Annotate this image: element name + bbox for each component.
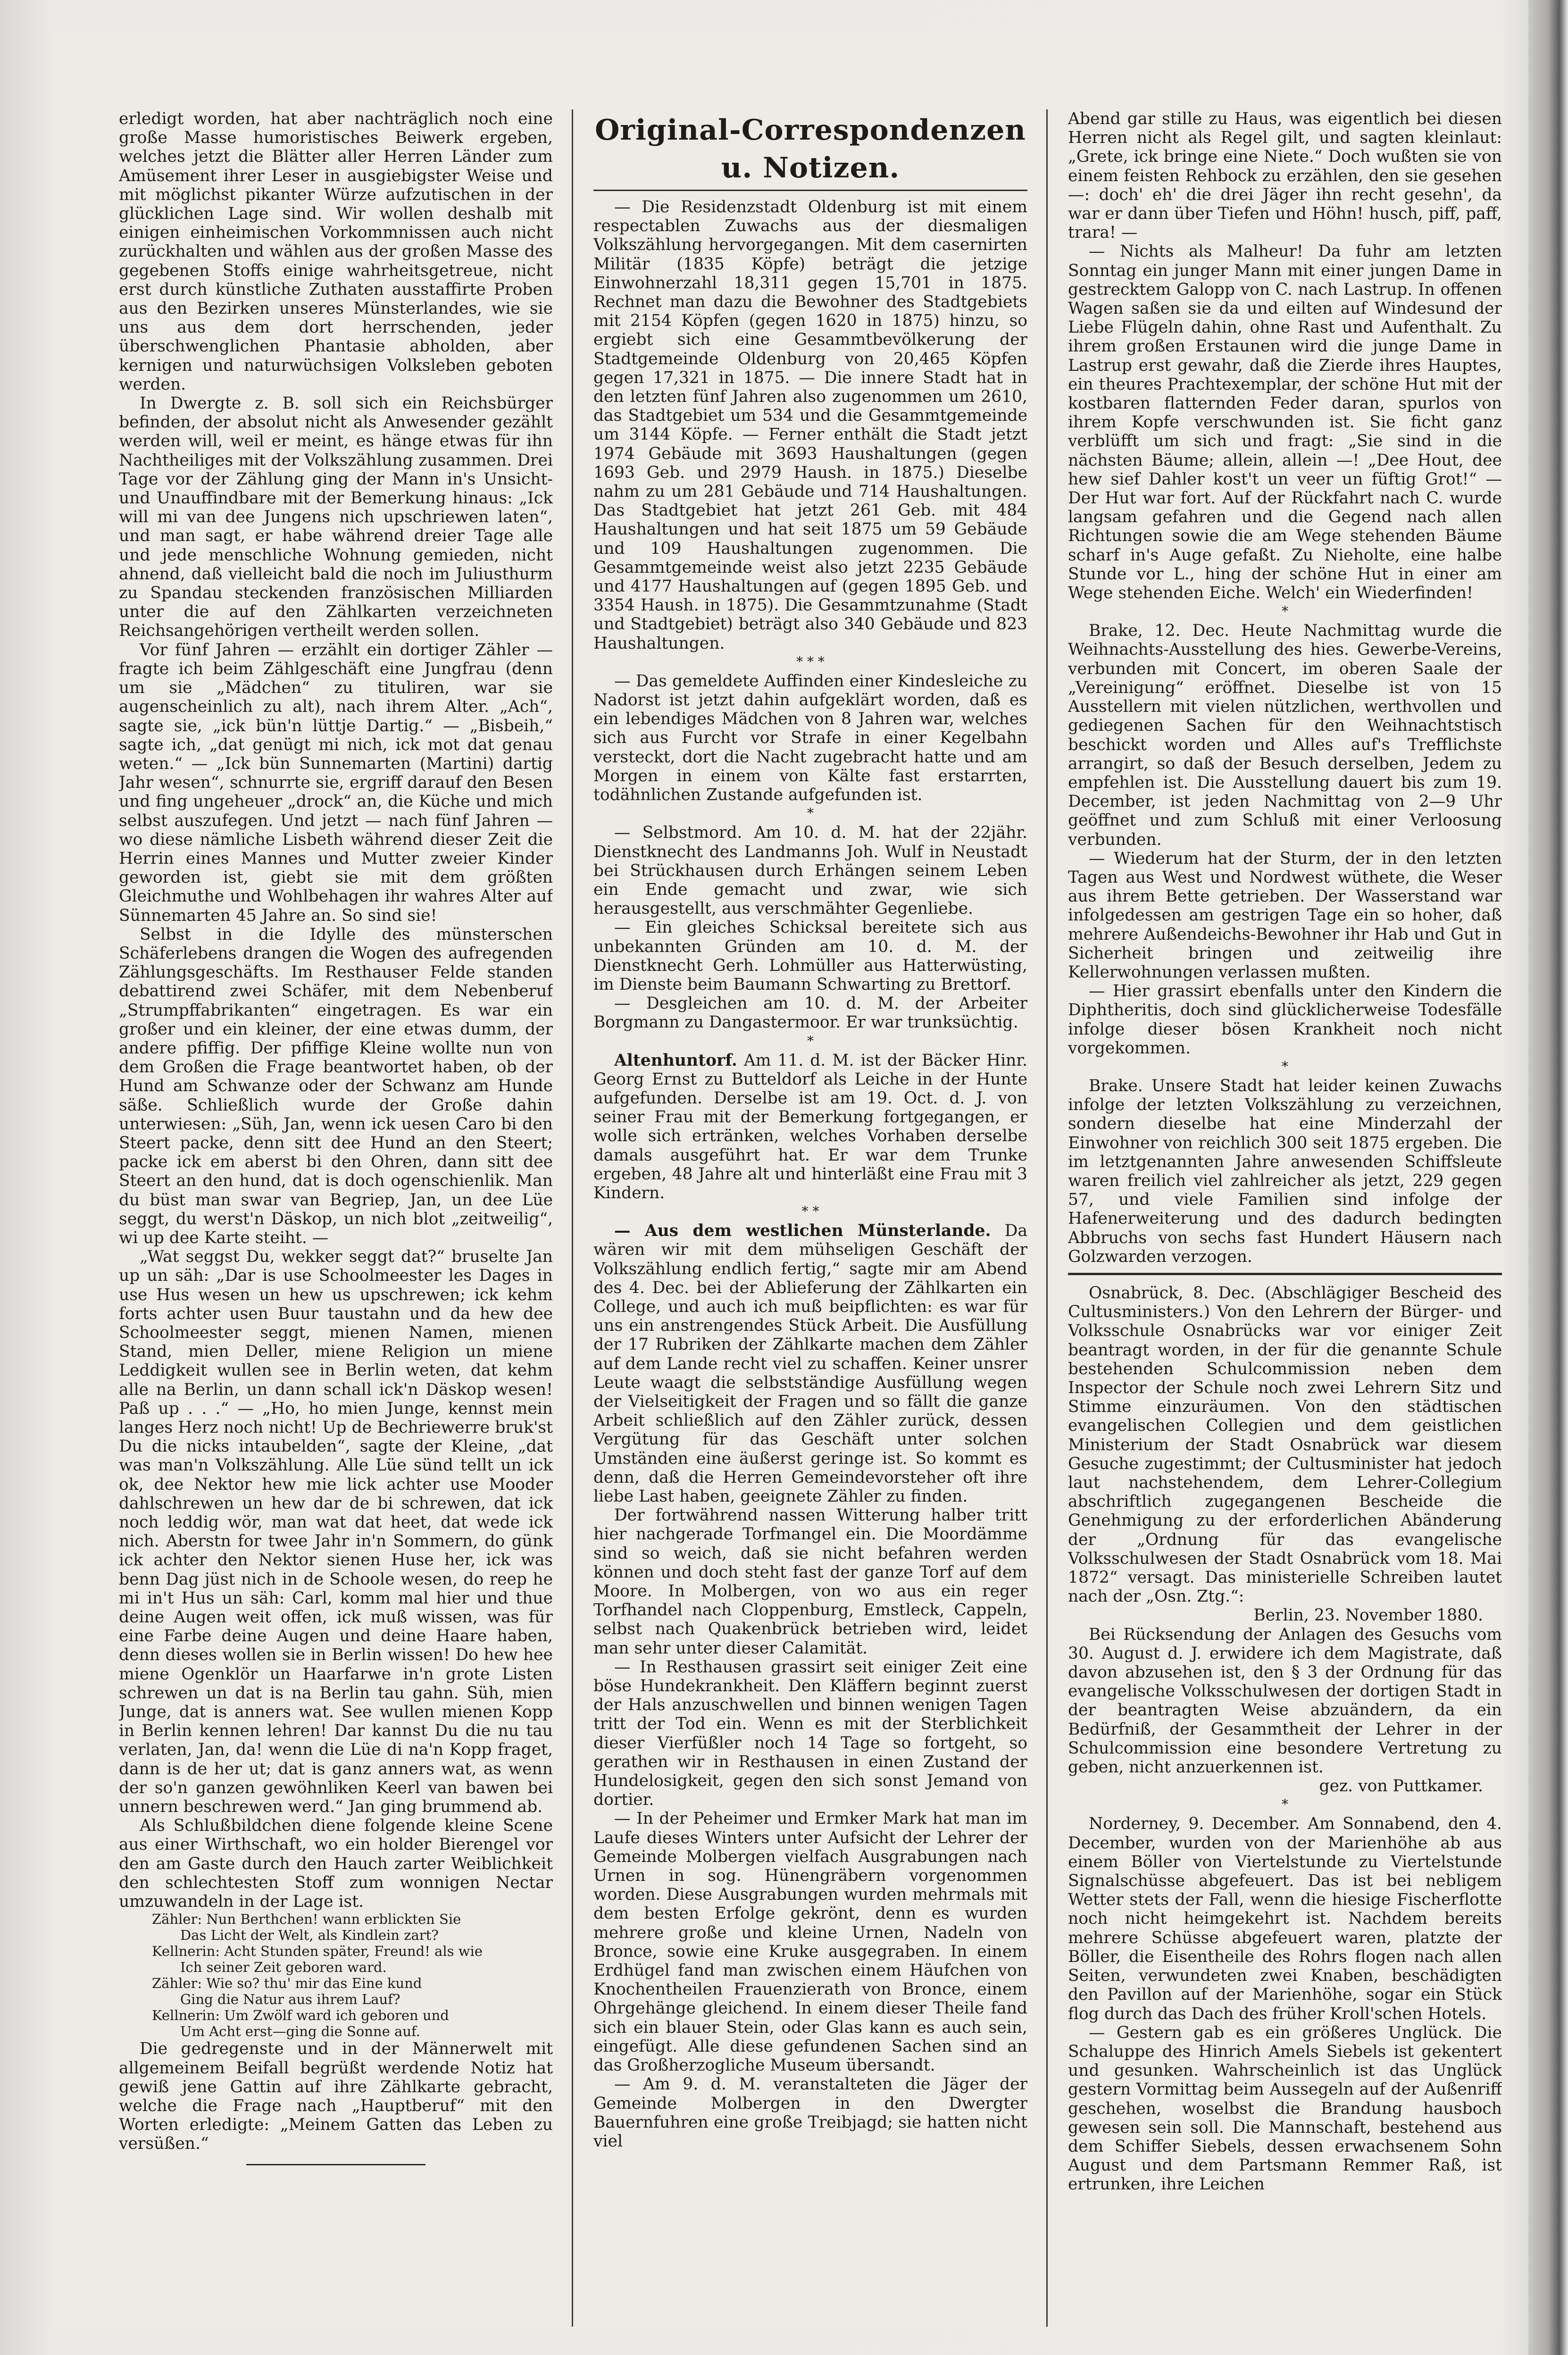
column-1 (119, 109, 553, 2327)
article-malheur: — Nichts als Malheur! Da fuhr am letzten Sonntag ein junger Mann mit einer jungen Dame in gestrecktem Galopp von C. nach Lastrup. In offenen Wagen saßen sie da und eilten auf Windesund der Liebe Flügeln dahin, ohne Rast und Aufenthalt. Zu ihrem großen Erstaunen wird die junge Dame in Lastrup erst gewahr, daß die Zierde ihres Hauptes, ein theures Prachtexemplar, der schöne Hut mit der kostbaren flatternden Feder daran, spurlos von ihrem Kopfe verschwunden ist. Sie ficht ganz verblüfft um sich und fragt: „Sie sind in die nächsten Bäume; allein, allein —! „Dee Hout, dee hew sief Dahler kost't un veer un füftig Grot!“ — Der Hut war fort. Auf der Rückfahrt nach C. wurde langsam gefahren und die Gegend nach allen Richtungen sowie die am Wege stehenden Bäume scharf in's Auge gefaßt. Zu Nieholte, eine halbe Stunde vor L., hing der schöne Hut in einer am Wege stehenden Eiche. Welch' ein Wiederfinden! (1068, 242, 1502, 603)
article-brake-2: Brake. Unsere Stadt hat leider keinen Zuwachs infolge der letzten Volkszählung zu verzeichnen, sondern dieselbe hat eine Minderzahl der Einwohner von reichlich 300 seit 1875 ergeben. Die im letztgenannten Jahre anwesenden Schiffsleute waren freilich viel zahlreicher als jetzt, 229 gegen 57, und viele Familien sind infolge der Hafenerweiterung und des dadurch bedingten Abbruchs von sechs fast Hundert Häusern nach Golzwarden verzogen. (1068, 1076, 1502, 1266)
end-rule (246, 2164, 425, 2165)
dateline: Altenhuntorf. (614, 1051, 737, 1070)
separator-star: * * (801, 1203, 819, 1219)
separator-star: * (807, 805, 814, 821)
article-norderney: Norderney, 9. December. Am Sonnabend, den 4. December, wurden von der Marienhöhe ab aus einem Böller von Viertelstunde zu Viertelstunde Signalschüsse abgefeuert. Das ist bei nebligem Wetter stets der Fall, wenn die hiesige Fischerflotte noch nicht heimgekehrt ist. Nachdem bereits mehrere Schüsse abgefeuert waren, platzte der Böller, die Eisentheile des Rohrs flogen nach allen Seiten, verwundeten zwei Knaben, beschädigten den Pavillon auf der Marienhöhe, sogar ein Stück flog durch das Dach des früher Kroll'schen Hotels. (1068, 1814, 1502, 2023)
paragraph: Die gedregenste und in der Männerwelt mit allgemeinem Beifall begrüßt werdende Notiz hat gewiß jene Gattin auf ihre Zählkarte gebracht, welche die Frage nach „Hauptberuf“ mit den Worten erledigte: „Meinem Gatten das Leben zu versüßen.“ (119, 2039, 553, 2154)
separator-star: * (807, 1033, 814, 1049)
poem-line: Kellnerin: Um Zwölf ward ich geboren und (152, 2007, 449, 2024)
article-borgmann: — Desgleichen am 10. d. M. der Arbeiter Borgmann zu Dangastermoor. Er war trunksüchtig. (593, 994, 1027, 1032)
article-selbstmord: — Selbstmord. Am 10. d. M. hat der 22jähr. Dienstknecht des Landmanns Joh. Wulf in Neustadt bei Strückhausen durch Erhängen seinem Leben ein Ende gemacht und zwar, wie sich herausgestellt, aus verschmähter Gegenliebe. (593, 823, 1027, 919)
article-altenhuntorf (593, 1051, 1027, 1203)
paragraph: „Wat seggst Du, wekker seggt dat?“ bruselte Jan up un säh: „Dar is use Schoolmeester les Dages in use Hus wesen un hew us upschrewen; ick kehm forts achter usen Buur taustahn und da hew dee Schoolmeester seggt, mienen Namen, mienen Stand, mien Deller, miene Religion un miene Leddigkeit wullen see in Berlin weten, dat kehm alle na Berlin, un dann schall ick'n Däskop wesen! Paß up . . .“ — „Ho, ho mien Junge, kennst mein langes Herz noch nicht! Up de Bechriewerre bruk'st Du die nicks intaubelden“, sagte der Kleine, „dat was man'n Volkszählung. Alle Lüe sünd tellt un ick ok, dee Nektor hew mie lick achter use Mooder dahlschrewen un hew dar de bi schrewen, dat ick noch leddig wör, man wat dat heet, dat wede ick nich. Aberstn for twee Jahr in'n Sommern, do günk ick achter den Nektor sienen Huse her, ick was benn Dag jüst nich in de Schoole wesen, do reep he mi in't Hus un säh: Carl, komm mal hier und thue deine Augen weit offen, ick muß wissen, was für eine Farbe deine Augen und deine Haare haben, denn dieses wollen sie in Berlin wissen! Do hew hee miene Ogenklör un Haarfarwe in'n grote Listen schrewen un dat is na Berlin tau gahn. Süh, mien Junge, dat is anners wat. See wullen mienen Kopp in Berlin kennen lehren! Dar kannst Du die nu tau verlaten, Jan, da! wenn die Lüe di na'n Kopp fraget, dann is de her ut; dat is ganz anners wat, as wenn der so'n ganzen gewöhnliken Keerl van bawen bei unnern beschrewen werd.“ Jan ging brummend ab. (119, 1247, 553, 1817)
article-sturm: — Wiederum hat der Sturm, der in den letzten Tagen aus West und Nordwest wüthete, die Weser aus ihrem Bette getrieben. Der Wasserstand war infolgedessen am gestrigen Tage ein so hoher, daß mehrere Außendeichs-Bewohner ihr Hab und Gut in Sicherheit bringen und zeitweilig ihre Kellerwohnungen verlassen mußten. (1068, 849, 1502, 982)
article-muensterland (593, 1221, 1027, 1506)
article-diphtheritis: — Hier grassirt ebenfalls unter den Kindern die Diphtheritis, doch sind glücklicherweise Todesfälle infolge dieser bösen Krankheit noch nicht vorgekommen. (1068, 982, 1502, 1058)
poem-line: Das Licht der Welt, als Kindlein zart? (180, 1927, 439, 1944)
article-schicksal: — Ein gleiches Schicksal bereitete sich aus unbekannten Gründen am 10. d. M. der Dienstknecht Gerh. Lohmüller aus Hatterwüsting, im Dienste beim Baumann Schwarting zu Brettorf. (593, 918, 1027, 994)
article-text: Da wären wir mit dem mühseligen Geschäft der Volkszählung endlich fertig,“ sagte mir am Abend des 4. Dec. bei der Ablieferung der Zählkarten ein College, und auch ich muß beipflichten: es war für uns ein anstrengendes Stück Arbeit. Die Ausfüllung der 17 Rubriken der Zählkarte machen dem Zähler auf dem Lande recht viel zu schaffen. Keiner unsrer Leute waagt die selbstständige Ausfüllung wegen der Vielseitigkeit der Fragen und so fällt die ganze Arbeit schließlich auf den Zähler zurück, dessen Vergütung für das Geschäft unter solchen Umständen eine äußerst geringe ist. So kommt es denn, daß die Herren Gemeindevorsteher oft ihre liebe Last haben, geeignete Zähler zu finden. (593, 1221, 1027, 1506)
article-torf: Der fortwährend nassen Witterung halber tritt hier nachgerade Torfmangel ein. Die Moordämme sind so weich, daß sie nicht befahren werden können und doch steht fast der ganze Torf auf dem Moore. In Molbergen, von wo aus ein reger Torfhandel nach Cloppenburg, Emstleck, Cappeln, selbst nach Quakenbrück betrieben wird, leidet man sehr unter dieser Calamität. (593, 1506, 1027, 1658)
article-kindesleiche: — Das gemeldete Auffinden einer Kindesleiche zu Nadorst ist jetzt dahin aufgeklärt worden, daß es ein lebendiges Mädchen von 8 Jahren war, welches sich aus Furcht vor Strafe in einer Kegelbahn versteckt, dort die Nacht zugebracht hatte und am Morgen in einem von Kälte fast erstarrten, todähnlichen Zustande aufgefunden ist. (593, 671, 1027, 805)
paragraph: Als Schlußbildchen diene folgende kleine Scene aus einer Wirthschaft, wo ein holder Bierengel vor den am Gaste durch den Hauch zarter Weiblichkeit den schlechtesten Stoff zum wonnigen Nectar umzuwandeln in der Lage ist. (119, 1816, 553, 1912)
column-2 (593, 109, 1027, 2327)
article-unglueck: — Gestern gab es ein größeres Unglück. Die Schaluppe des Hinrich Amels Siebels ist gekentert und gesunken. Wahrscheinlich ist das Unglück gestern Vormittag beim Aussegeln auf der Außenriff geschehen, woselbst die Brandung hausboch gewesen sein soll. Die Mannschaft, bestehend aus dem Schiffer Siebels, dessen erwachsenem Sohn August und dem Partsmann Remmer Raß, ist ertrunken, ihre Leichen (1068, 2023, 1502, 2194)
paragraph: In Dwergte z. B. soll sich ein Reichsbürger befinden, der absolut nicht als Anwesender gezählt werden will, weil er meint, es hänge etwas für ihn Nachtheiliges mit der Volkszählung zusammen. Drei Tage vor der Zählung ging der Mann in's Unsicht- und Unauffindbare mit der Bemerkung hinaus: „Ick will mi van dee Jungens nich upschriewen laten“, und man sagt, er habe während dreier Tage alle und jede menschliche Wohnung gemieden, nicht ahnend, daß vielleicht bald die noch im Juliusthurm zu Spandau steckenden französischen Milliarden unter die auf den Zählkarten verzeichneten Reichsangehörigen vertheilt werden sollen. (119, 394, 553, 641)
article-peheimer: — In der Peheimer und Ermker Mark hat man im Laufe dieses Winters unter Aufsicht der Lehrer der Gemeinde Molbergen vielfach Ausgrabungen nach Urnen in sog. Hünengräbern vorgenommen worden. Diese Ausgrabungen wurden mehrmals mit dem besten Erfolge gekrönt, denn es wurden mehrere große und kleine Urnen, Nadeln von Bronce, sowie eine Kruke ausgegraben. In einem Erdhügel fand man zwischen einem Häufchen von Knochentheilen Frauenzierath von Bronce, einem Ohrgehänge gleichend. In einem dieser Theile fand sich ein blauer Stein, oder Glas kann es auch sein, eingefügt. Alle diese gefundenen Sachen sind an das Großherzogliche Museum übersandt. (593, 1809, 1027, 2075)
section-heading: Original-Correspondenzen u. Notizen. (593, 111, 1027, 191)
paragraph: Selbst in die Idylle des münsterschen Schäferlebens drangen die Wogen des aufregenden Zählungsgeschäfts. Im Resthauser Felde standen debattirend zwei Schäfer, mit dem Nebenberuf „Strumpffabrikanten“ eingetragen. Es war ein großer und ein kleiner, der eine etwas dumm, der andere pfiffig. Der pfiffige Kleine wollte nun von dem Großen die Frage beantwortet haben, ob der Hund am Schwanze oder der Schwanz am Hunde säße. Schließlich wurde der Große dahin unterwiesen: „Süh, Jan, wenn ick uesen Caro bi den Steert packe, denn sitt dee Hund an den Steert; packe ick em aberst bi den Ohren, dann sitt dee Steert an den hund, dat is doch ogenschienlik. Man du büst man swar van Begriep, Jan, un dee Lüe seggt, du werst'n Däskop, un nich blot „zeitweilig“, wi up dee Karte steiht. — (119, 925, 553, 1247)
poem-line: Zähler: Nun Berthchen! wann erblickten Sie (152, 1911, 461, 1928)
separator-star: * (1282, 1796, 1288, 1812)
poem (119, 1911, 553, 2039)
poem-line: Ging die Natur aus ihrem Lauf? (180, 1991, 400, 2008)
article-osnabrueck: Osnabrück, 8. Dec. (Abschlägiger Bescheid des Cultusministers.) Von den Lehrern der Bürger- und Volksschule Osnabrücks war vor einiger Zeit beantragt worden, in der für die genannte Schule bestehenden Schulcommission neben dem Inspector der Schule noch zwei Lehrern Sitz und Stimme einzuräumen. Von den städtischen evangelischen Collegien und dem geistlichen Ministerium der Stadt Osnabrück war diesem Gesuche zugestimmt; der Cultusminister hat jedoch laut nachstehendem, dem Lehrer-Collegium abschriftlich zugegangenen Bescheide die Genehmigung zu der erforderlichen Abänderung der „Ordnung für das evangelische Volksschulwesen der Stadt Osnabrück vom 18. Mai 1872“ versagt. Das ministerielle Schreiben lautet nach der „Osn. Ztg.“: (1068, 1283, 1502, 1606)
article-jaeger: — Am 9. d. M. veranstalteten die Jäger der Gemeinde Molbergen in den Dwergter Bauernfuhren eine große Treibjagd; sie hatten nicht viel (593, 2075, 1027, 2151)
separator-star: * (1282, 1058, 1288, 1074)
page-edge-shadow (1528, 0, 1568, 2355)
poem-line: Zähler: Wie so? thu' mir das Eine kund (152, 1975, 422, 1992)
dateline: — Aus dem westlichen Münsterlande. (614, 1221, 991, 1241)
section-rule (1068, 1273, 1502, 1275)
article-brake: Brake, 12. Dec. Heute Nachmittag wurde die Weihnachts-Ausstellung des hies. Gewerbe-Vereins, verbunden mit Concert, im oberen Saale der „Vereinigung“ eröffnet. Dieselbe ist von 15 Ausstellern mit vielen nützlichen, werthvollen und gediegenen Sachen für den Weihnachtstisch beschickt worden und Alles auf's Trefflichste arrangirt, so daß der Besuch derselben, Jedem zu empfehlen ist. Die Ausstellung dauert bis zum 19. December, ist jeden Nachmittag von 2—9 Uhr geöffnet und zum Schluß mit einer Verloosung verbunden. (1068, 621, 1502, 849)
poem-line: Kellnerin: Acht Stunden später, Freund! als wie (152, 1943, 483, 1960)
letter-date: Berlin, 23. November 1880. (1253, 1606, 1483, 1625)
column-divider (1046, 109, 1048, 2327)
signature: gez. von Puttkamer. (1319, 1777, 1483, 1796)
poem-line: Ich seiner Zeit geboren ward. (180, 1959, 387, 1976)
separator-star: * (1282, 603, 1288, 619)
poem-line: Um Acht erst—ging die Sonne auf. (180, 2023, 420, 2040)
paragraph: Vor fünf Jahren — erzählt ein dortiger Zähler — fragte ich beim Zählgeschäft eine Jungfrau (denn um sie „Mädchen“ zu tituliren, war sie augenscheinlich zu alt), nach ihrem Alter. „Ach“, sagte sie, „ick bün'n lüttje Dartig.“ — „Bisbeih,“ sagte ich, „dat genügt mi nich, ick mot dat genau weten.“ — „Ick bün Sunnemarten (Martini) dartig Jahr wesen“, schnurrte sie, ergriff darauf den Besen und fing ungeheuer „drock“ an, die Küche und mich selbst auszufegen. Und jetzt — nach fünf Jahren — wo diese nämliche Lisbeth während dieser Zeit die Herrin eines Mannes und Mutter zweier Kinder geworden ist, giebt sie mit dem größten Gleichmuthe und Wohlbehagen ihr wahres Alter auf Sünnemarten 45 Jahre an. So sind sie! (119, 640, 553, 925)
paragraph: erledigt worden, hat aber nachträglich noch eine große Masse humoristisches Beiwerk ergeben, welches jetzt die Blätter aller Herren Länder zum Amüsement ihrer Leser in ausgiebigster Weise und mit möglichst pikanter Würze aufzutischen in der glücklichen Lage sind. Wir wollen deshalb mit einigen einheimischen Vorkommnissen auch nicht zurückhalten und wählen aus der großen Masse des gegebenen Stoffs einige wahrheitsgetreue, nicht erst durch künstliche Zuthaten ausstaffirte Proben aus den Bezirken unseres Münsterlandes, wie sie uns aus dem dort herrschenden, jeder überschwenglichen Phantasie abholden, aber kernigen und naturwüchsigen Volksleben geboten werden. (119, 109, 553, 394)
article-oldenburg: — Die Residenzstadt Oldenburg ist mit einem respectablen Zuwachs aus der diesmaligen Volkszählung hervorgegangen. Mit dem casernirten Militär (1835 Köpfe) beträgt die jetzige Einwohnerzahl 18,311 gegen 15,701 in 1875. Rechnet man dazu die Bewohner des Stadtgebiets mit 2154 Köpfen (gegen 1620 in 1875) hinzu, so ergiebt sich eine Gesammtbevölkerung der Stadtgemeinde Oldenburg von 20,465 Köpfen gegen 17,321 in 1875. — Die innere Stadt hat in den letzten fünf Jahren also zugenommen um 2610, das Stadtgebiet um 534 und die Gesammtgemeinde um 3144 Köpfe. — Ferner enthält die Stadt jetzt 1974 Gebäude mit 3693 Haushaltungen (gegen 1693 Geb. und 2979 Haush. in 1875.) Dieselbe nahm zu um 281 Gebäude und 714 Haushaltungen. Das Stadtgebiet hat jetzt 261 Geb. mit 484 Haushaltungen und hat seit 1875 um 59 Gebäude und 109 Haushaltungen zugenommen. Die Gesammtgemeinde weist also jetzt 2235 Gebäude und 4177 Haushaltungen auf (gegen 1895 Geb. und 3354 Haush. in 1875). Die Gesammtzunahme (Stadt und Stadtgebiet) beträgt also 340 Gebäude und 823 Haushaltungen. (593, 198, 1027, 653)
separator-star: * * * (796, 653, 825, 669)
column-3 (1068, 109, 1502, 2327)
article-text: Am 11. d. M. ist der Bäcker Hinr. Georg Ernst zu Butteldorf als Leiche in der Hunte aufgefunden. Derselbe ist am 19. Oct. d. J. von seiner Frau mit der Bemerkung fortgegangen, er wolle sich ertränken, welches Vorhaben derselbe damals ausgeführt hat. Er war dem Trunke ergeben, 48 Jahre alt und hinterläßt eine Frau mit 3 Kindern. (593, 1051, 1027, 1203)
column-divider (572, 109, 573, 2327)
letter-body: Bei Rücksendung der Anlagen des Gesuchs vom 30. August d. J. erwidere ich dem Magistrate, daß davon abzusehen ist, den § 3 der Ordnung für das evangelische Volksschulwesen der dortigen Stadt in der beantragten Weise abzuändern, da ein Bedürfniß, der Gesammtheit der Lehrer in der Schulcommission eine besondere Vertretung zu geben, nicht anzuerkennen ist. (1068, 1625, 1502, 1777)
article-resthausen: — In Resthausen grassirt seit einiger Zeit eine böse Hundekrankheit. Den Kläffern beginnt zuerst der Hals anzuschwellen und binnen wenigen Tagen tritt der Tod ein. Wenn es mit der Sterblichkeit dieser Vierfüßler noch 14 Tage so fortgeht, so gerathen wir in Resthausen in einen Zustand der Hundelosigkeit, gegen den sich sonst Jemand von dortier. (593, 1657, 1027, 1810)
article-jagd: Abend gar stille zu Haus, was eigentlich bei diesen Herren nicht als Regel gilt, und sagten kleinlaut: „Grete, ick bringe eine Niete.“ Doch wußten sie von einem feisten Rehbock zu erzählen, den sie gesehen —: doch' eh' die drei Jäger ihn recht gesehn', da war er dann über Tiefen und Höhn! husch, piff, paff, trara! — (1068, 109, 1502, 242)
